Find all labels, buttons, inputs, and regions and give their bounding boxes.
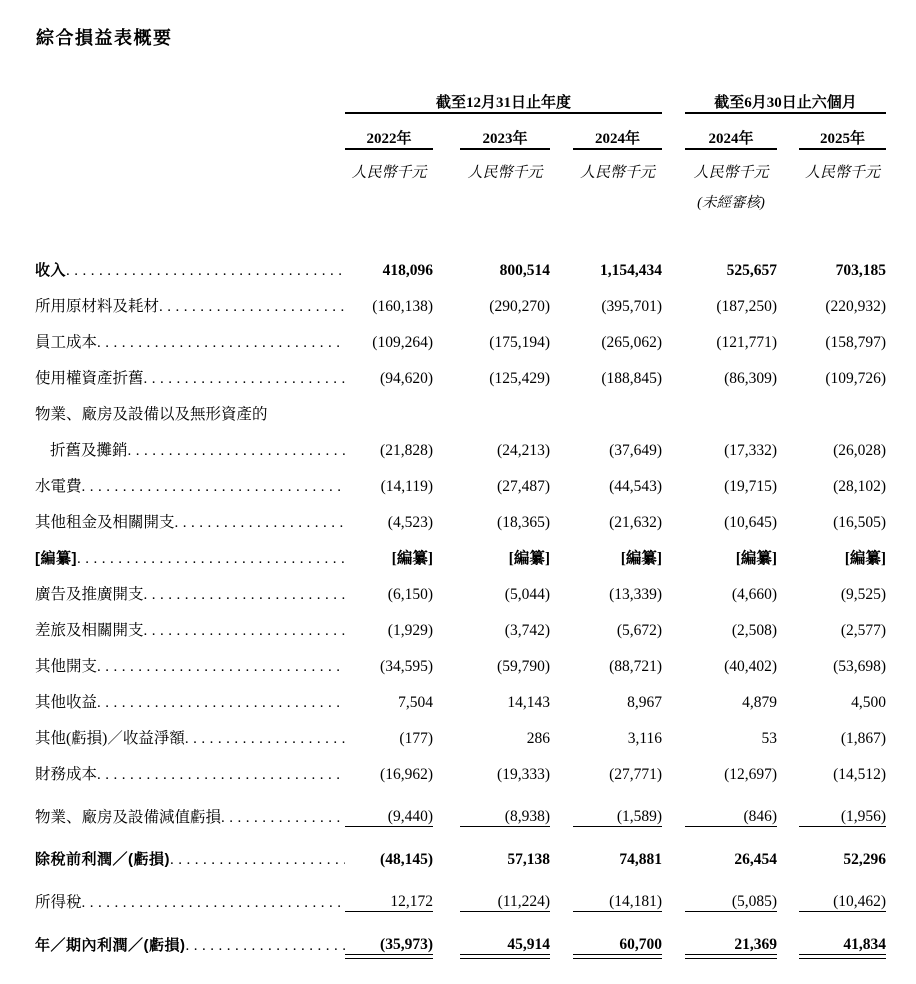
dot-leader <box>175 515 345 532</box>
column-gap <box>550 869 573 912</box>
row-label: 除稅前利潤／(虧損) <box>35 851 170 868</box>
dot-leader <box>77 551 345 568</box>
cell-value: (94,620) <box>380 370 433 387</box>
dot-leader <box>82 479 345 496</box>
dot-leader <box>144 371 345 388</box>
column-gap <box>662 912 685 955</box>
column-gap <box>433 316 460 352</box>
column-gap <box>433 869 460 912</box>
unit-label: 人民幣千元 <box>580 165 656 181</box>
column-gap <box>777 784 799 827</box>
column-gap <box>550 676 573 712</box>
column-gap <box>777 352 799 388</box>
cell-value: (28,102) <box>833 478 887 495</box>
cell-value: 12,172 <box>345 869 433 912</box>
table-row <box>35 244 886 280</box>
cell-value: [編纂] <box>844 550 887 567</box>
row-label: 廣告及推廣開支 <box>35 586 144 603</box>
column-gap <box>662 244 685 280</box>
column-gap <box>550 912 573 955</box>
cell-value: (1,589) <box>573 784 662 827</box>
cell-value: (21,632) <box>609 514 663 531</box>
row-label: 物業、廠房及設備以及無形資產的 <box>35 406 268 423</box>
year-header-row <box>35 113 886 149</box>
unit-label: 人民幣千元 <box>805 165 881 181</box>
cell-value: 7,504 <box>398 694 433 711</box>
table-row <box>35 424 886 460</box>
cell-value: (125,429) <box>489 370 550 387</box>
table-row <box>35 316 886 352</box>
row-label: 其他租金及相關開支 <box>35 514 175 531</box>
dot-leader <box>97 695 345 712</box>
column-gap <box>550 352 573 388</box>
cell-value: (10,462) <box>799 869 886 912</box>
table-row <box>35 827 886 870</box>
unaudited-row <box>35 182 886 212</box>
cell-value: (11,224) <box>460 869 550 912</box>
header-spacer <box>35 212 886 244</box>
page-title: 綜合損益表概要 <box>36 28 173 48</box>
table-row <box>35 912 886 955</box>
column-gap <box>550 244 573 280</box>
table-row <box>35 352 886 388</box>
column-gap <box>433 712 460 748</box>
cell-value: 26,454 <box>734 851 778 868</box>
dot-leader <box>97 659 345 676</box>
cell-value: (5,085) <box>685 869 777 912</box>
column-gap <box>550 748 573 784</box>
cell-value: (1,956) <box>799 784 886 827</box>
column-gap <box>550 604 573 640</box>
cell-value: (3,742) <box>504 622 550 639</box>
dot-leader <box>144 623 345 640</box>
column-gap <box>777 604 799 640</box>
column-gap <box>662 568 685 604</box>
cell-value: (24,213) <box>497 442 550 459</box>
year-header-2023: 2023年 <box>460 113 550 149</box>
cell-value: [編纂] <box>508 550 550 567</box>
cell-value: 525,657 <box>726 262 778 279</box>
column-group-annual: 截至12月31日止年度 <box>345 82 662 113</box>
dot-leader <box>159 299 345 316</box>
cell-value: 1,154,434 <box>600 262 663 279</box>
cell-value: (48,145) <box>380 851 433 868</box>
cell-value: (27,771) <box>609 766 663 783</box>
column-gap <box>433 568 460 604</box>
dot-leader <box>66 263 345 280</box>
cell-value: (19,715) <box>724 478 778 495</box>
cell-value <box>345 388 433 424</box>
column-gap <box>433 460 460 496</box>
cell-value: (8,938) <box>460 784 550 827</box>
cell-value: (14,512) <box>833 766 887 783</box>
dot-leader <box>128 443 345 460</box>
dot-leader <box>170 852 345 869</box>
column-gap <box>777 676 799 712</box>
column-gap <box>550 640 573 676</box>
column-gap <box>433 827 460 870</box>
column-gap <box>433 388 460 424</box>
column-gap <box>550 388 573 424</box>
dot-leader <box>186 938 346 955</box>
year-header-2025-interim: 2025年 <box>799 113 886 149</box>
row-label: 收入 <box>35 262 67 279</box>
cell-value: 41,834 <box>799 912 886 955</box>
table-body <box>35 244 886 955</box>
cell-value: (1,929) <box>387 622 433 639</box>
cell-value: (5,672) <box>616 622 663 639</box>
column-gap <box>777 712 799 748</box>
cell-value: (5,044) <box>504 586 550 603</box>
cell-value <box>460 388 550 424</box>
cell-value: (9,525) <box>840 586 887 603</box>
column-gap <box>777 568 799 604</box>
column-gap <box>662 712 685 748</box>
cell-value: (1,867) <box>840 730 887 747</box>
table-row <box>35 784 886 827</box>
column-gap <box>433 604 460 640</box>
table-row <box>35 712 886 748</box>
cell-value: 3,116 <box>627 730 663 747</box>
cell-value: (13,339) <box>609 586 663 603</box>
cell-value: (188,845) <box>601 370 663 387</box>
cell-value: (4,660) <box>731 586 778 603</box>
cell-value: (14,181) <box>573 869 662 912</box>
cell-value: 418,096 <box>382 262 433 279</box>
unit-label: 人民幣千元 <box>351 165 427 181</box>
cell-value: (19,333) <box>497 766 550 783</box>
dot-leader <box>221 810 345 827</box>
table-row <box>35 460 886 496</box>
table-row <box>35 568 886 604</box>
cell-value: 8,967 <box>627 694 663 711</box>
cell-value: 21,369 <box>685 912 777 955</box>
cell-value: 57,138 <box>507 851 550 868</box>
column-gap <box>777 244 799 280</box>
cell-value: (6,150) <box>387 586 433 603</box>
cell-value: (187,250) <box>716 298 778 315</box>
column-gap <box>550 496 573 532</box>
cell-value: (10,645) <box>724 514 778 531</box>
row-label: 員工成本 <box>35 334 98 351</box>
column-gap <box>433 352 460 388</box>
row-label: 物業、廠房及設備減值虧損 <box>35 808 222 826</box>
column-gap <box>433 784 460 827</box>
column-gap <box>662 280 685 316</box>
column-group-row <box>35 82 886 113</box>
column-gap <box>777 316 799 352</box>
year-header-2022: 2022年 <box>345 113 433 149</box>
column-gap <box>662 676 685 712</box>
cell-value: (9,440) <box>345 784 433 827</box>
column-gap <box>662 748 685 784</box>
column-gap <box>433 748 460 784</box>
cell-value: (2,508) <box>731 622 778 639</box>
column-gap <box>777 827 799 870</box>
table-row <box>35 532 886 568</box>
cell-value: 53 <box>761 730 778 747</box>
cell-value: 800,514 <box>499 262 550 279</box>
column-gap <box>550 424 573 460</box>
column-gap <box>662 532 685 568</box>
column-gap <box>777 532 799 568</box>
column-gap <box>777 460 799 496</box>
dot-leader <box>185 731 345 748</box>
cell-value: (109,726) <box>825 370 887 387</box>
column-gap <box>777 640 799 676</box>
row-label: 折舊及攤銷 <box>50 442 128 459</box>
column-gap <box>433 244 460 280</box>
cell-value: 45,914 <box>460 912 550 955</box>
unit-label: 人民幣千元 <box>467 165 543 181</box>
cell-value: (109,264) <box>372 334 433 351</box>
table-row <box>35 388 886 424</box>
cell-value: 14,143 <box>507 694 550 711</box>
column-gap <box>777 388 799 424</box>
cell-value: (12,697) <box>724 766 778 783</box>
column-gap <box>550 827 573 870</box>
column-gap <box>433 424 460 460</box>
column-gap <box>550 280 573 316</box>
column-gap <box>550 568 573 604</box>
cell-value: (27,487) <box>497 478 550 495</box>
cell-value: (26,028) <box>833 442 887 459</box>
column-gap <box>777 869 799 912</box>
column-gap <box>433 532 460 568</box>
column-gap <box>550 784 573 827</box>
column-gap <box>433 280 460 316</box>
income-statement-table <box>35 82 886 955</box>
column-gap <box>662 827 685 870</box>
column-gap <box>662 640 685 676</box>
row-label: 年／期內利潤／(虧損) <box>35 936 186 954</box>
table-row <box>35 676 886 712</box>
column-gap <box>550 712 573 748</box>
cell-value: (21,828) <box>380 442 433 459</box>
dot-leader <box>144 587 345 604</box>
cell-value: (17,332) <box>724 442 778 459</box>
column-group-interim: 截至6月30日止六個月 <box>685 82 886 113</box>
cell-value: (2,577) <box>840 622 887 639</box>
table-row <box>35 640 886 676</box>
column-gap <box>662 316 685 352</box>
row-label: 使用權資產折舊 <box>35 370 144 387</box>
row-label: 所用原材料及耗材 <box>35 298 160 315</box>
column-gap <box>550 316 573 352</box>
cell-value: (34,595) <box>380 658 433 675</box>
cell-value: (37,649) <box>609 442 663 459</box>
dot-leader <box>82 895 345 912</box>
column-gap <box>433 640 460 676</box>
cell-value: (158,797) <box>825 334 887 351</box>
row-label: 其他開支 <box>35 658 98 675</box>
table-row <box>35 604 886 640</box>
year-header-2024-interim: 2024年 <box>685 113 777 149</box>
cell-value: (265,062) <box>601 334 663 351</box>
column-gap <box>433 912 460 955</box>
cell-value: (14,119) <box>380 478 433 495</box>
cell-value: (59,790) <box>497 658 550 675</box>
cell-value: (35,973) <box>345 912 433 955</box>
cell-value: (40,402) <box>724 658 778 675</box>
column-gap <box>662 496 685 532</box>
cell-value: (290,270) <box>489 298 550 315</box>
row-label: 水電費 <box>35 478 82 495</box>
cell-value <box>573 388 662 424</box>
cell-value: 286 <box>526 730 550 747</box>
row-label: 所得稅 <box>35 893 82 911</box>
cell-value: (160,138) <box>372 298 433 315</box>
cell-value: (4,523) <box>387 514 433 531</box>
cell-value <box>685 388 777 424</box>
cell-value: (86,309) <box>724 370 778 387</box>
unaudited-note: (未經審核) <box>697 195 765 211</box>
column-gap <box>662 869 685 912</box>
column-gap <box>662 352 685 388</box>
cell-value: [編纂] <box>735 550 778 567</box>
column-gap <box>550 532 573 568</box>
cell-value: (175,194) <box>489 334 550 351</box>
row-label: 財務成本 <box>35 766 98 783</box>
unit-label: 人民幣千元 <box>693 165 769 181</box>
cell-value: (846) <box>685 784 777 827</box>
column-gap <box>777 496 799 532</box>
column-gap <box>662 460 685 496</box>
cell-value: 4,500 <box>851 694 887 711</box>
cell-value: 52,296 <box>843 851 887 868</box>
column-gap <box>662 784 685 827</box>
column-gap <box>662 604 685 640</box>
cell-value: (16,962) <box>380 766 433 783</box>
cell-value: 703,185 <box>835 262 887 279</box>
column-gap <box>433 676 460 712</box>
cell-value: 74,881 <box>619 851 663 868</box>
column-gap <box>662 424 685 460</box>
row-label: 其他(虧損)／收益淨額 <box>35 730 185 747</box>
cell-value: [編纂] <box>620 550 663 567</box>
table-row <box>35 748 886 784</box>
cell-value: 4,879 <box>742 694 778 711</box>
cell-value: (220,932) <box>825 298 887 315</box>
cell-value: [編纂] <box>391 550 433 567</box>
table-row <box>35 280 886 316</box>
column-gap <box>777 280 799 316</box>
cell-value: (121,771) <box>716 334 778 351</box>
cell-value: (44,543) <box>609 478 663 495</box>
row-label: 差旅及相關開支 <box>35 622 144 639</box>
row-label: 其他收益 <box>35 694 98 711</box>
cell-value: (16,505) <box>833 514 887 531</box>
year-header-2024: 2024年 <box>573 113 662 149</box>
unit-row <box>35 149 886 182</box>
column-gap <box>662 388 685 424</box>
column-gap <box>777 748 799 784</box>
cell-value: (88,721) <box>609 658 663 675</box>
dot-leader <box>97 335 345 352</box>
column-gap <box>777 912 799 955</box>
column-gap <box>433 496 460 532</box>
column-gap <box>777 424 799 460</box>
row-label: [編纂] <box>35 550 77 567</box>
column-gap <box>550 460 573 496</box>
dot-leader <box>97 767 345 784</box>
cell-value: (395,701) <box>601 298 663 315</box>
table-row <box>35 869 886 912</box>
cell-value: 60,700 <box>573 912 662 955</box>
cell-value <box>799 388 886 424</box>
cell-value: (53,698) <box>833 658 887 675</box>
cell-value: (177) <box>399 730 433 747</box>
cell-value: (18,365) <box>497 514 550 531</box>
table-row <box>35 496 886 532</box>
